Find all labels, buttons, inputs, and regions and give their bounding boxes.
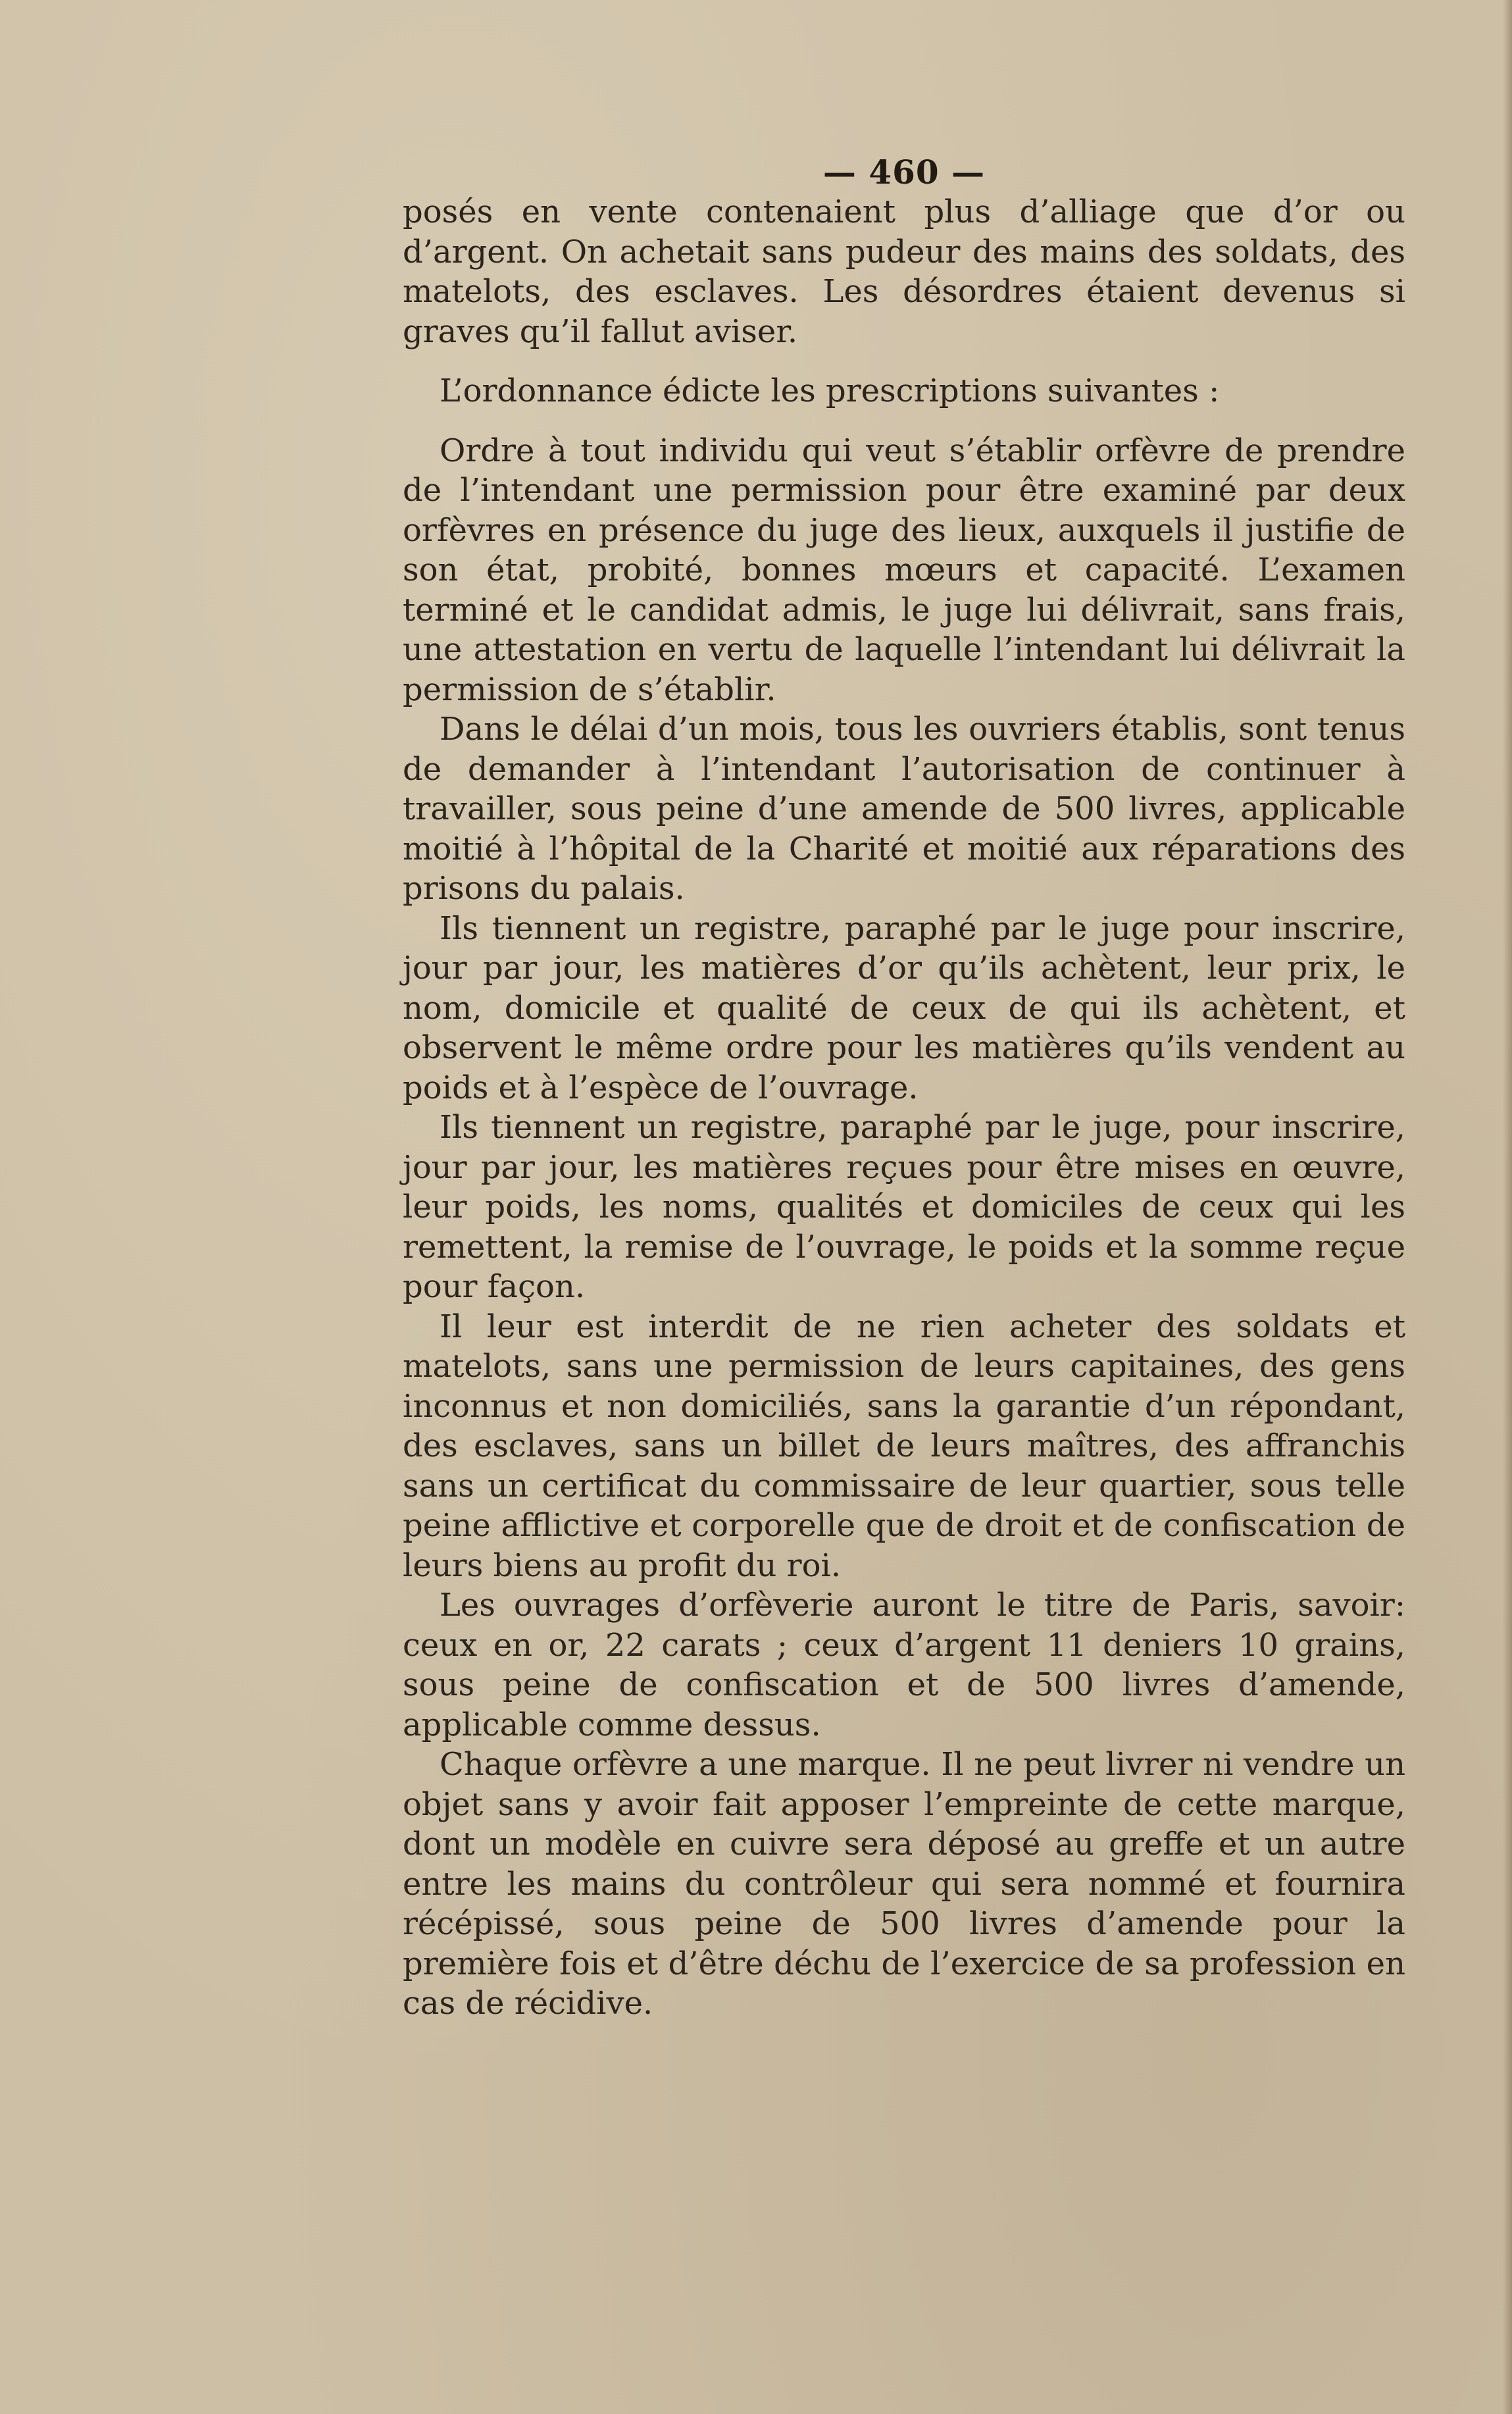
- page-edge-shadow: [1503, 0, 1512, 2414]
- paragraph-1: posés en vente contenaient plus d’alliage que d’or ou d’argent. On achetait sans pudeur des mains des soldats, des matelots, des esclaves. Les désordres étaient devenus si graves qu’il fallut aviser.: [403, 193, 1405, 350]
- paragraph-3: Ordre à tout individu qui veut s’établir orfèvre de prendre de l’intendant une permission pour être examiné par deux orfèvres en présence du juge des lieux, auxquels il justifie de son état, probité, bonnes mœurs et capacité. L’examen terminé et le candidat admis, le juge lui délivrait, sans frais, une attestation en vertu de laquelle l’intendant lui délivrait la permission de s’établir.: [403, 432, 1405, 708]
- page-number: — 460 —: [822, 153, 986, 192]
- paragraph-2: L’ordonnance édicte les prescriptions suivantes :: [440, 372, 1220, 409]
- paragraph-8: Les ouvrages d’orfèverie auront le titre de Paris, savoir: ceux en or, 22 carats ; ceux d’argent 11 deniers 10 grains, sous peine de confiscation et de 500 livres d’amende, applicable comme dessus.: [403, 1587, 1405, 1743]
- text-block: [403, 153, 1405, 2024]
- paragraph-5: Ils tiennent un registre, paraphé par le juge pour inscrire, jour par jour, les matières d’or qu’ils achètent, leur prix, le nom, domicile et qualité de ceux de qui ils achètent, et observent le même ordre pour les matières qu’ils vendent au poids et à l’espèce de l’ouvrage.: [403, 910, 1405, 1106]
- paragraph-6: Ils tiennent un registre, paraphé par le juge, pour inscrire, jour par jour, les matières reçues pour être mises en œuvre, leur poids, les noms, qualités et domiciles de ceux qui les remettent, la remise de l’ouvrage, le poids et la somme reçue pour façon.: [403, 1109, 1405, 1305]
- paragraph-4: Dans le délai d’un mois, tous les ouvriers établis, sont tenus de demander à l’intendant l’autorisation de continuer à travailler, sous peine d’une amende de 500 livres, applicable moitié à l’hôpital de la Charité et moitié aux réparations des prisons du palais.: [403, 711, 1405, 907]
- paragraph-7: Il leur est interdit de ne rien acheter des soldats et matelots, sans une permission de leurs capitaines, des gens inconnus et non domiciliés, sans la garantie d’un répondant, des esclaves, sans un billet de leurs maîtres, des affranchis sans un certificat du commissaire de leur quartier, sous telle peine afflictive et corporelle que de droit et de confiscation de leurs biens au profit du roi.: [403, 1308, 1405, 1584]
- paragraph-9: Chaque orfèvre a une marque. Il ne peut livrer ni vendre un objet sans y avoir fait apposer l’empreinte de cette marque, dont un modèle en cuivre sera déposé au greffe et un autre entre les mains du contrôleur qui sera nommé et fournira récépissé, sous peine de 500 livres d’amende pour la première fois et d’être déchu de l’exercice de sa profession en cas de récidive.: [403, 1746, 1405, 2022]
